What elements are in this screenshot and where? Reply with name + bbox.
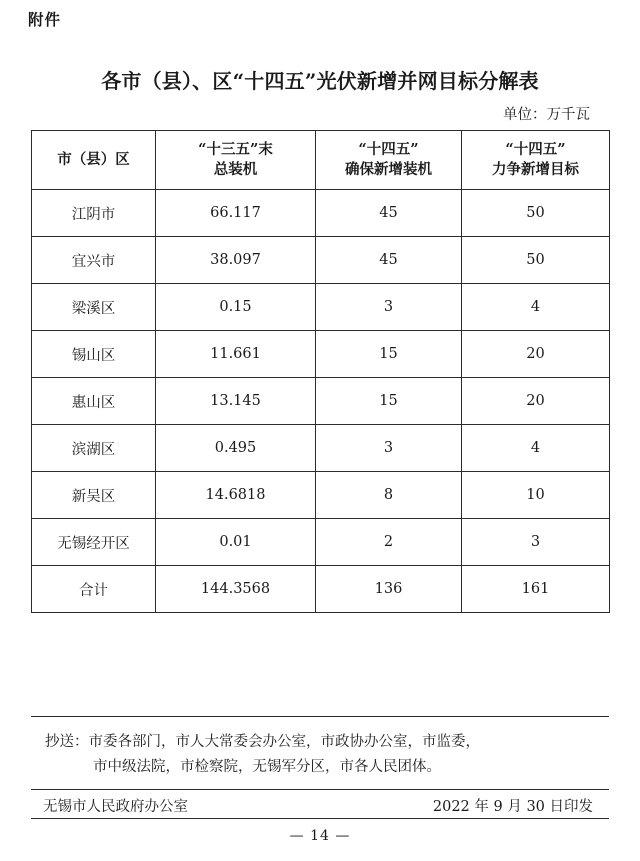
table-row-total <box>32 566 610 613</box>
cell-total-135: 144.3568 <box>156 566 316 613</box>
footer-divider-top <box>31 716 609 717</box>
cell-strive-145: 4 <box>462 425 610 472</box>
page-title: 各市（县）、区“十四五”光伏新增并网目标分解表 <box>101 69 539 93</box>
cell-ensure-145: 45 <box>316 190 462 237</box>
cell-strive-145: 161 <box>462 566 610 613</box>
cell-strive-145: 4 <box>462 284 610 331</box>
cell-ensure-145: 15 <box>316 331 462 378</box>
cell-total-135: 66.117 <box>156 190 316 237</box>
cell-strive-145: 3 <box>462 519 610 566</box>
cell-ensure-145: 3 <box>316 284 462 331</box>
cell-total-135: 14.6818 <box>156 472 316 519</box>
cell-ensure-145: 15 <box>316 378 462 425</box>
cell-region: 锡山区 <box>32 331 156 378</box>
pv-target-table <box>31 130 610 613</box>
table-row <box>32 378 610 425</box>
cell-strive-145: 50 <box>462 190 610 237</box>
cell-ensure-145: 3 <box>316 425 462 472</box>
cell-ensure-145: 2 <box>316 519 462 566</box>
cc-line-1: 抄送：市委各部门，市人大常委会办公室，市政协办公室，市监委， <box>45 734 480 750</box>
cell-region: 滨湖区 <box>32 425 156 472</box>
cell-total-135: 0.01 <box>156 519 316 566</box>
cell-ensure-145: 8 <box>316 472 462 519</box>
cell-total-135: 11.661 <box>156 331 316 378</box>
footer-divider-bottom <box>31 818 609 819</box>
table-row <box>32 472 610 519</box>
cell-total-135: 0.495 <box>156 425 316 472</box>
attachment-label: 附件 <box>28 10 62 29</box>
footer-divider-mid <box>31 789 609 790</box>
issuer-name: 无锡市人民政府办公室 <box>43 799 188 815</box>
issue-date: 2022 年 9 月 30 日印发 <box>432 799 593 815</box>
unit-note: 单位：万千瓦 <box>503 107 590 123</box>
cell-strive-145: 20 <box>462 378 610 425</box>
cell-strive-145: 20 <box>462 331 610 378</box>
cell-region: 梁溪区 <box>32 284 156 331</box>
cell-region: 惠山区 <box>32 378 156 425</box>
page-number: — 14 — <box>289 828 351 844</box>
table-row <box>32 237 610 284</box>
cell-region: 江阴市 <box>32 190 156 237</box>
table-row <box>32 190 610 237</box>
footer-issuer-row <box>31 795 609 816</box>
table-row <box>32 331 610 378</box>
table-header-row <box>32 131 610 190</box>
cell-ensure-145: 136 <box>316 566 462 613</box>
cc-line-2: 市中级法院，市检察院，无锡军分区，市各人民团体。 <box>93 759 441 776</box>
cell-total-135: 38.097 <box>156 237 316 284</box>
cell-total-135: 0.15 <box>156 284 316 331</box>
table-row <box>32 425 610 472</box>
column-header-strive-145: “十四五” 力争新增目标 <box>462 131 610 190</box>
cc-block <box>31 730 609 781</box>
column-header-ensure-145: “十四五” 确保新增装机 <box>316 131 462 190</box>
table-row <box>32 519 610 566</box>
column-header-total-135: “十三五”末 总装机 <box>156 131 316 190</box>
table-row <box>32 284 610 331</box>
cell-region: 新吴区 <box>32 472 156 519</box>
cell-ensure-145: 45 <box>316 237 462 284</box>
column-header-region: 市（县）区 <box>32 131 156 190</box>
cell-region: 无锡经开区 <box>32 519 156 566</box>
cell-total-135: 13.145 <box>156 378 316 425</box>
cell-region: 合计 <box>32 566 156 613</box>
cell-strive-145: 10 <box>462 472 610 519</box>
cell-region: 宜兴市 <box>32 237 156 284</box>
cell-strive-145: 50 <box>462 237 610 284</box>
